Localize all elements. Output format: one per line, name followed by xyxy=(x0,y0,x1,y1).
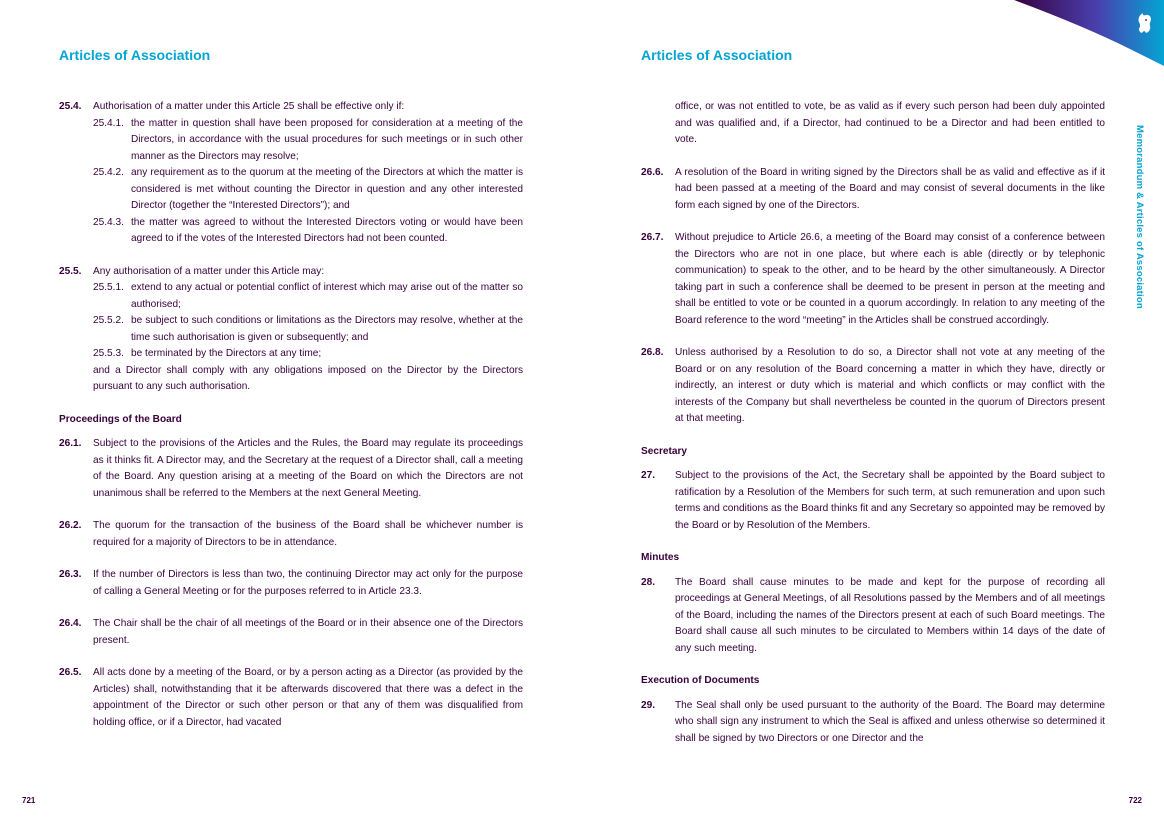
subclause-text: be terminated by the Directors at any time; xyxy=(131,348,322,359)
clause-number: 26.4. xyxy=(59,618,82,629)
clause-26-2 xyxy=(59,518,523,551)
subclause-25-5-3 xyxy=(93,346,523,363)
section-title-secretary: Secretary xyxy=(641,445,688,457)
subclause-text: any requirement as to the quorum at the meeting of the Directors at which the matter is considered is met without counting the Director in question and any other interested Director (together the “Interested Directors”); and xyxy=(131,167,523,211)
clause-26-5 xyxy=(59,665,523,731)
subclause-number: 25.5.3. xyxy=(93,348,124,359)
subclause-number: 25.5.1. xyxy=(93,282,124,293)
page-heading: Articles of Association xyxy=(59,47,211,63)
clause-text: The Chair shall be the chair of all meetings of the Board or in their absence one of the Directors present. xyxy=(93,618,523,646)
clause-number: 28. xyxy=(641,576,656,588)
subclause-number: 25.4.1. xyxy=(93,117,124,129)
clause-26-3 xyxy=(59,567,523,600)
subclause-number: 25.4.2. xyxy=(93,167,124,178)
subclause-25-4-2 xyxy=(93,165,523,215)
clause-26-1 xyxy=(59,436,523,502)
clause-text: Any authorisation of a matter under this Article may: xyxy=(93,265,325,277)
clause-number: 27. xyxy=(641,470,656,481)
subclause-25-4-3 xyxy=(93,215,523,248)
clause-27 xyxy=(641,468,1105,534)
subclause-text: the matter in question shall have been proposed for consideration at a meeting of the Directors, in accordance with the usual procedures for such meetings or in such other manner as the Directors may resolve; xyxy=(131,117,523,162)
subclause-25-5-1 xyxy=(93,280,523,313)
clause-number: 29. xyxy=(641,699,656,711)
clause-text: If the number of Directors is less than two, the continuing Director may act only for the purpose of calling a General Meeting or for the purposes referred to in Article 23.3. xyxy=(93,569,523,597)
subclause-text: the matter was agreed to without the Interested Directors voting or would have been agreed to if the votes of the Interested Directors had not been counted. xyxy=(131,216,523,244)
clause-26-8 xyxy=(641,345,1105,428)
clause-text: Authorisation of a matter under this Article 25 shall be effective only if: xyxy=(93,101,405,112)
clause-26-4 xyxy=(59,616,523,649)
subclause-text: extend to any actual or potential conflict of interest which may arise out of the matter so authorised; xyxy=(131,282,523,310)
section-title-minutes: Minutes xyxy=(641,552,680,563)
clause-number: 26.6. xyxy=(641,166,664,178)
clause-number: 26.2. xyxy=(59,520,82,531)
corner-banner xyxy=(1014,0,1164,70)
lion-logo-icon xyxy=(1139,13,1151,33)
right-page xyxy=(582,0,1164,825)
clause-text: Subject to the provisions of the Articles and the Rules, the Board may regulate its proceedings as it thinks fit. A Director may, and the Secretary at the request of a Director shall, call a meeting of the Board. Any question arising at a meeting of the Board on which the Directors are not unanimous shall be referred to the Members at the next General Meeting. xyxy=(93,438,523,499)
subclause-25-5-2 xyxy=(93,313,523,346)
clause-text: The Seal shall only be used pursuant to the authority of the Board. The Board may determine who shall sign any instrument to which the Seal is affixed and unless otherwise so determined it shall be signed by two Directors or one Director and the xyxy=(675,699,1105,744)
page-heading: Articles of Association xyxy=(641,47,793,63)
clause-text: All acts done by a meeting of the Board, or by a person acting as a Director (as provided by the Articles) shall, notwithstanding that it be afterwards discovered that there was a defect in the appointment of the Director or such other person or that any of them was disqualified from holding office, or if a Director, had vacated xyxy=(93,667,523,728)
clause-number: 25.4. xyxy=(59,101,82,112)
clause-number: 26.7. xyxy=(641,232,664,243)
clause-continuation: office, or was not entitled to vote, be as valid as if every such person had been duly appointed and was qualified and, if a Director, had continued to be a Director and had been entitled to vote. xyxy=(675,101,1105,145)
subclause-text: be subject to such conditions or limitations as the Directors may resolve, whether at the time such authorisation is given or subsequently; and xyxy=(131,315,523,343)
clause-number: 26.5. xyxy=(59,667,82,678)
page-number: 721 xyxy=(22,796,36,805)
clause-text: Without prejudice to Article 26.6, a meeting of the Board may consist of a conference between the Directors who are not in one place, but where each is able (directly or by telephonic communication) to speak to the other, and to be heard by the other simultaneously. A Director taking part in such a conference shall be deemed to be present in person at the meeting and shall be entitled to vote or be counted in a quorum accordingly. In relation to any meeting of the Board reference to the word “meeting” in the Articles shall be construed accordingly. xyxy=(675,232,1105,326)
section-title-proceedings: Proceedings of the Board xyxy=(59,413,182,425)
clause-text: Subject to the provisions of the Act, the Secretary shall be appointed by the Board subject to ratification by a Resolution of the Members for such term, at such remuneration and upon such terms and conditions as the Board thinks fit and any Secretary so appointed may be removed by the Board or by Resolution of the Members. xyxy=(675,470,1105,531)
clause-number: 26.1. xyxy=(59,438,82,449)
clause-number: 26.3. xyxy=(59,569,82,580)
clause-28 xyxy=(641,575,1105,658)
subclause-number: 25.5.2. xyxy=(93,315,124,326)
section-title-execution: Execution of Documents xyxy=(641,675,760,686)
clause-text: Unless authorised by a Resolution to do so, a Director shall not vote at any meeting of the Board or on any resolution of the Board concerning a matter in which they have, directly or indirectly, an interest or duty which is material and which conflicts or may conflict with the interests of the Company but shall nevertheless be counted in the quorum of Directors present at that meeting. xyxy=(675,347,1105,424)
page-number: 722 xyxy=(1128,796,1142,805)
clause-25-5 xyxy=(59,264,523,281)
clause-text: A resolution of the Board in writing signed by the Directors shall be as valid and effective as if it had been passed at a meeting of the Board and may consist of several documents in the like form each signed by one of the Directors. xyxy=(675,166,1105,211)
subclause-number: 25.4.3. xyxy=(93,216,124,228)
clause-29 xyxy=(641,698,1105,748)
clause-26-7 xyxy=(641,230,1105,329)
clause-text: The Board shall cause minutes to be made and kept for the purpose of recording all proceedings at General Meetings, of all Resolutions passed by the Members and of all meetings of the Board, including the names of the Directors present at each of such Board meetings. The Board shall cause all such minutes to be circulated to Members within 14 days of the date of any such meeting. xyxy=(675,576,1105,654)
clause-25-4 xyxy=(59,99,523,116)
document-body xyxy=(641,99,1105,747)
banner-shape xyxy=(1014,0,1164,66)
subclause-25-4-1 xyxy=(93,116,523,166)
side-section-title: Memorandum & Articles of Association xyxy=(1134,125,1145,309)
clause-26-6 xyxy=(641,165,1105,215)
clause-continuation: and a Director shall comply with any obligations imposed on the Director by the Directors pursuant to any such authorisation. xyxy=(93,364,523,392)
clause-number: 25.5. xyxy=(59,265,82,277)
clause-number: 26.8. xyxy=(641,347,664,358)
document-body xyxy=(59,99,523,731)
clause-text: The quorum for the transaction of the business of the Board shall be whichever number is required for a majority of Directors to be in attendance. xyxy=(93,520,523,548)
